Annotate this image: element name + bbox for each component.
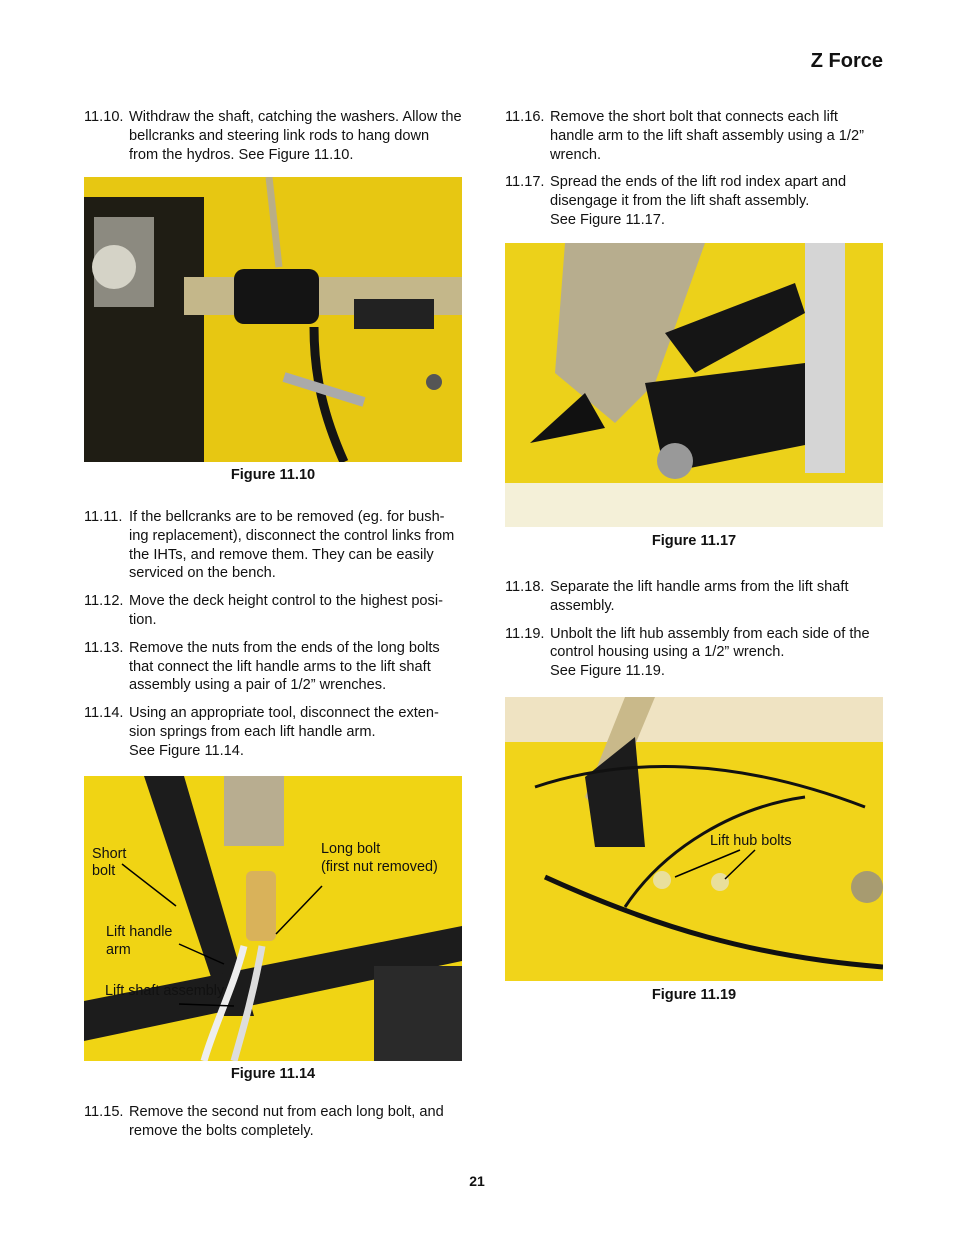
step-11-12: 11.12. Move the deck height control to the highest posi-tion. [84, 593, 443, 628]
step-11-16: 11.16. Remove the short bolt that connects each lift handle arm to the lift shaft assembly using a 1/2” wrench. [505, 109, 864, 163]
step-11-14: 11.14. Using an appropriate tool, disconnect the exten-sion springs from each lift handle arm. [84, 705, 439, 740]
callout-lift-handle-line-2: arm [106, 942, 131, 958]
figure-11-19-photo [505, 697, 883, 981]
step-11-17: 11.17. Spread the ends of the lift rod index apart and disengage it from the lift shaft assembly. [505, 174, 847, 210]
callout-short-bolt-line-2: bolt [92, 863, 116, 879]
steps-11-11-to-11-14 [84, 508, 462, 761]
step-11-10: 11.10. Withdraw the shaft, catching the washers. Allow the bellcranks and steering link rods to hang down from the hydros. See Figure 11.10. [84, 109, 462, 163]
callout-lift-handle-line-1: Lift handle [106, 924, 173, 940]
callout-lift-hub-bolts: Lift hub bolts [710, 833, 792, 849]
figure-11-14-caption: Figure 11.14 [230, 1066, 316, 1082]
steps-11-18-to-11-19 [505, 578, 883, 681]
figure-11-17-caption: Figure 11.17 [651, 533, 737, 549]
callout-short-bolt-line-1: Short [92, 846, 127, 862]
step-11-19-see-figure: See Figure 11.19. [550, 663, 665, 680]
steps-11-16-to-11-17 [505, 108, 883, 230]
step-11-19: 11.19. Unbolt the lift hub assembly from each side of the control housing using a 1/2” wrench. [505, 625, 870, 661]
steps-11-15 [84, 1103, 462, 1141]
figure-11-10-photo [84, 177, 462, 462]
figure-11-19-caption: Figure 11.19 [651, 987, 737, 1003]
step-11-15: 11.15. Remove the second nut from each long bolt, and remove the bolts completely. [84, 1104, 444, 1139]
step-11-18: 11.18. Separate the lift handle arms from the lift shaft assembly. [505, 579, 849, 614]
page-header-title: Z Force [810, 50, 883, 72]
figure-11-10-caption: Figure 11.10 [230, 467, 316, 483]
steps-11-10 [84, 108, 462, 164]
callout-long-bolt-line-1: Long bolt [321, 841, 381, 857]
figure-11-14-photo [84, 776, 462, 1061]
step-11-13: 11.13. Remove the nuts from the ends of the long bolts that connect the lift handle arms to the lift shaft assembly using a pair of 1/2” wrenches. [84, 639, 440, 694]
step-11-11: 11.11. If the bellcranks are to be removed (eg. for bush-ing replacement), disconnect the control links from the IHTs, and remove them. They can be easily serviced on the bench. [84, 509, 455, 582]
callout-long-bolt-line-2: (first nut removed) [321, 859, 438, 875]
step-11-17-see-figure: See Figure 11.17. [550, 211, 665, 228]
page-number: 21 [469, 1173, 485, 1189]
step-11-14-see-figure: See Figure 11.14. [129, 742, 244, 759]
figure-11-17-photo [505, 243, 883, 527]
callout-lift-shaft-assembly: Lift shaft assembly [105, 983, 225, 999]
